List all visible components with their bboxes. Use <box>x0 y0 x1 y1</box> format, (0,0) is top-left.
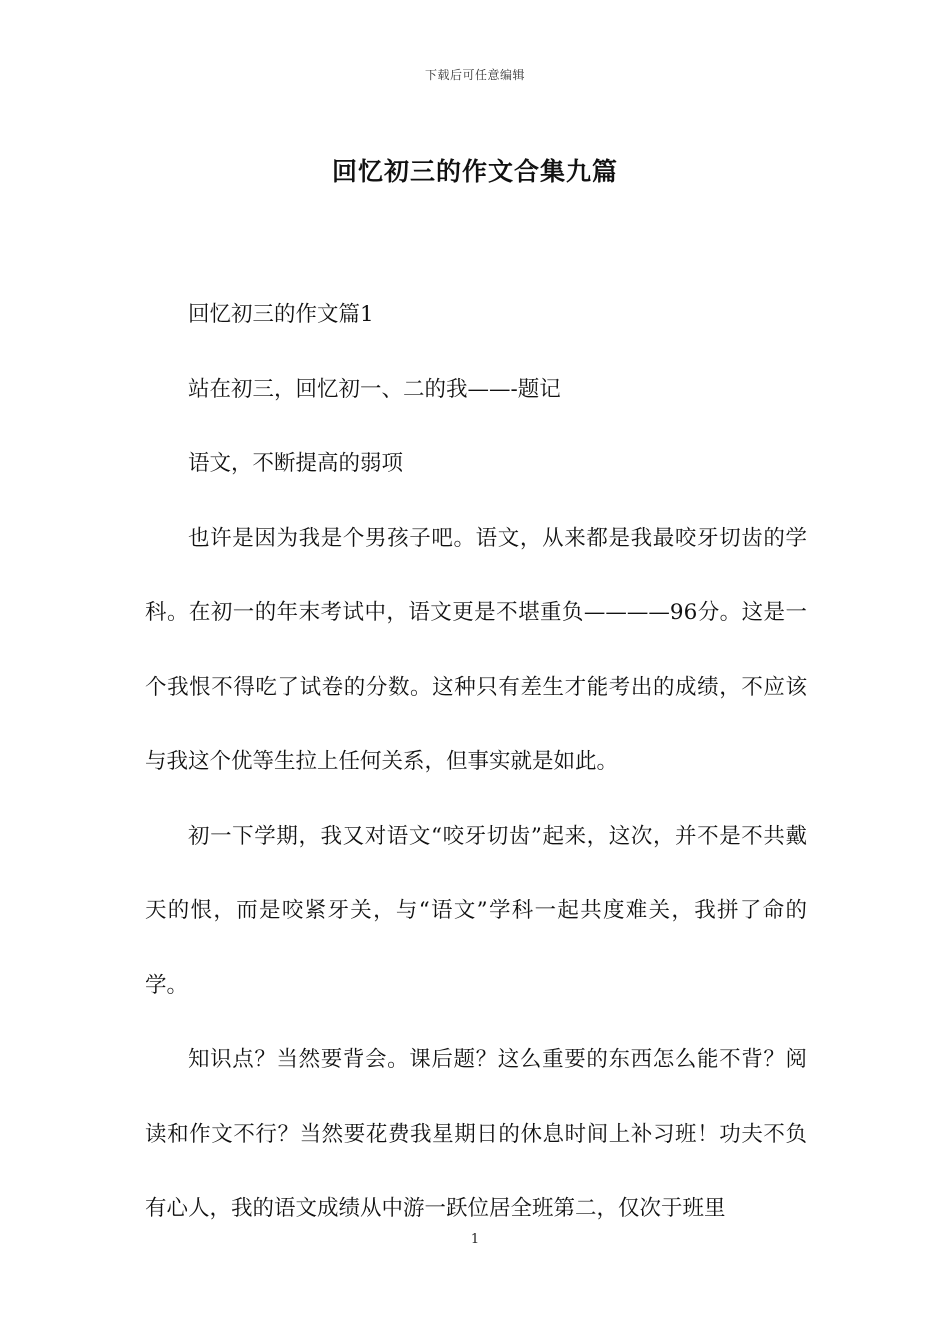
header-note: 下载后可任意编辑 <box>424 68 525 82</box>
page-number: 1 <box>470 1232 480 1247</box>
paragraph: 初一下学期，我又对语文“咬牙切齿”起来，这次，并不是不共戴天的恨，而是咬紧牙关，与“语文”学科一起共度难关，我拼了命的学。 <box>145 823 807 998</box>
document-title: 回忆初三的作文合集九篇 <box>331 157 618 186</box>
subheading: 语文，不断提高的弱项 <box>188 451 404 476</box>
document-body <box>145 278 807 1247</box>
paragraph: 也许是因为我是个男孩子吧。语文，从来都是我最咬牙切齿的学科。在初一的年末考试中，语文更是不堪重负————96分。这是一个我恨不得吃了试卷的分数。这种只有差生才能考出的成绩，不应该与我这个优等生拉上任何关系，但事实就是如此。 <box>145 525 807 774</box>
epigraph: 站在初三，回忆初一、二的我——-题记 <box>188 376 561 402</box>
section-heading: 回忆初三的作文篇1 <box>188 302 374 327</box>
paragraph: 知识点？当然要背会。课后题？这么重要的东西怎么能不背？阅读和作文不行？当然要花费我星期日的休息时间上补习班！功夫不负有心人，我的语文成绩从中游一跃位居全班第二，仅次于班里 <box>145 1047 807 1221</box>
